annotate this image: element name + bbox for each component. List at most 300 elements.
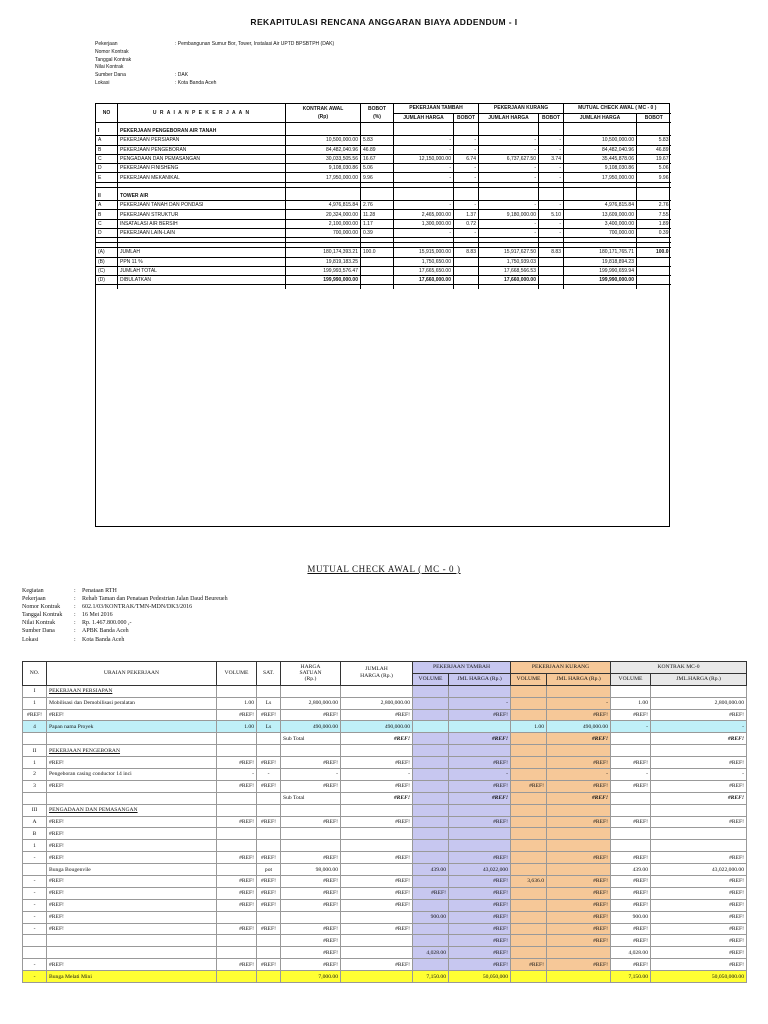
rk-total-no: (D) xyxy=(96,276,118,285)
rk-total-name: JUMLAH TOTAL xyxy=(118,266,286,275)
rk-total-m-jml: 19,818,894.23 xyxy=(564,257,637,266)
mc-m-vol: #REF! xyxy=(611,780,651,792)
rk-item-row xyxy=(96,145,671,154)
rk-empty-cell xyxy=(394,127,454,136)
rk-total-k-jml: 15,917,627.50 xyxy=(479,248,539,257)
mc-sat: #REF! xyxy=(257,923,281,935)
rk-kontrak: 30,033,505.56 xyxy=(286,154,361,163)
rekap-meta-value: : DAK xyxy=(175,72,189,79)
rk-bobot: 1.17 xyxy=(361,219,394,228)
mc-empty-cell xyxy=(651,685,747,697)
mc-m-vol xyxy=(611,828,651,840)
mc-h-uraian: URAIAN PEKERJAAN xyxy=(47,662,217,686)
rk-k-bobot: 5.10 xyxy=(539,210,564,219)
rk-total-name: DIBULATKAN xyxy=(118,276,286,285)
mc-m-jml: #REF! xyxy=(651,780,747,792)
rk-t-bobot: 6.74 xyxy=(454,154,479,163)
rk-empty-cell xyxy=(394,285,454,290)
mc-empty-cell xyxy=(257,685,281,697)
rk-empty-cell xyxy=(361,127,394,136)
mc-t-jml: #REF! xyxy=(449,923,511,935)
rk-name: PEKERJAAN TANAH DAN PONDASI xyxy=(118,201,286,210)
mc-m-vol: - xyxy=(611,721,651,733)
mc-no: A xyxy=(23,816,47,828)
mc-empty-cell xyxy=(217,804,257,816)
rekap-meta-row xyxy=(95,72,475,80)
rk-k-jml: - xyxy=(479,219,539,228)
mc-jumlah: #REF! xyxy=(341,887,413,899)
rk-total-t-bobot xyxy=(454,266,479,275)
mc0-meta-value: 602.1/03/KONTRAK/TMN-MDN/DK3/2016 xyxy=(82,604,193,611)
rk-no: A xyxy=(96,136,118,145)
mc-section-row xyxy=(23,804,747,816)
mc-volume xyxy=(217,935,257,947)
mc-empty-cell xyxy=(281,804,341,816)
rk-name: PEKERJAAN LAIN-LAIN xyxy=(118,228,286,237)
mc-m-vol: - xyxy=(611,769,651,781)
rk-total-k-bobot: 8.83 xyxy=(539,248,564,257)
rk-empty-cell xyxy=(564,285,637,290)
rk-item-row xyxy=(96,173,671,182)
rk-k-jml: - xyxy=(479,136,539,145)
mc-t-jml: #REF! xyxy=(449,887,511,899)
rk-no: D xyxy=(96,228,118,237)
mc-t-vol xyxy=(413,780,449,792)
mc-no: - xyxy=(23,923,47,935)
mc-volume: - xyxy=(217,769,257,781)
mc-m-vol: #REF! xyxy=(611,959,651,971)
mc0-meta-row xyxy=(22,627,228,635)
mc-name: #REF! xyxy=(47,923,217,935)
mc-h-m-jml: JML.HARGA (Rp.) xyxy=(651,673,747,685)
mc-section-no: I xyxy=(23,685,47,697)
mc-row xyxy=(23,757,747,769)
mc-h-k-vol: VOLUME xyxy=(511,673,547,685)
mc-m-vol: #REF! xyxy=(611,899,651,911)
mc-m-vol: #REF! xyxy=(611,887,651,899)
mc0-meta-label: Lokasi xyxy=(22,636,39,643)
rk-kontrak: 9,108,030.86 xyxy=(286,164,361,173)
mc0-meta-row xyxy=(22,595,228,603)
mc-k-vol: 1.00 xyxy=(511,721,547,733)
mc-harga: #REF! xyxy=(281,923,341,935)
mc-t-jml: #REF! xyxy=(449,709,511,721)
mc-t-vol xyxy=(413,721,449,733)
mc0-meta-value: Penataan RTH xyxy=(82,588,117,594)
mc-empty-cell xyxy=(651,745,747,757)
rk-m-bobot: 7.55 xyxy=(637,210,671,219)
mc-subtotal-t-jml: #REF! xyxy=(449,733,511,745)
rk-no: B xyxy=(96,145,118,154)
mc-h-t-vol: VOLUME xyxy=(413,673,449,685)
mc-k-vol xyxy=(511,935,547,947)
mc-harga: 2,800,000.00 xyxy=(281,697,341,709)
rekap-meta xyxy=(95,41,475,88)
mc-t-vol xyxy=(413,876,449,888)
rk-m-bobot: 46.89 xyxy=(637,145,671,154)
mc-m-vol: #REF! xyxy=(611,852,651,864)
mc-jumlah: #REF! xyxy=(341,899,413,911)
mc-no: - xyxy=(23,852,47,864)
rk-k-jml: 6,737,627.50 xyxy=(479,154,539,163)
rk-h-mutual: MUTUAL CHECK AWAL ( MC - 0 ) xyxy=(564,103,671,114)
rk-h-k-jml: JUMLAH HARGA xyxy=(479,114,539,123)
mc-k-jml: #REF! xyxy=(547,709,611,721)
mc-k-vol xyxy=(511,864,547,876)
mc-sat: #REF! xyxy=(257,876,281,888)
rk-t-jml: - xyxy=(394,164,454,173)
mc-empty-cell xyxy=(449,804,511,816)
mc-row xyxy=(23,840,747,852)
rk-m-bobot: 2.76 xyxy=(637,201,671,210)
mc-sat: #REF! xyxy=(257,816,281,828)
mc-k-jml: #REF! xyxy=(547,959,611,971)
mc-m-jml: #REF! xyxy=(651,923,747,935)
rk-t-bobot: - xyxy=(454,228,479,237)
mc-k-vol xyxy=(511,709,547,721)
rk-h-bobot-unit: (%) xyxy=(373,113,381,120)
mc0-meta-label: Pekerjaan xyxy=(22,596,46,603)
mc0-meta-label: Nomor Kontrak xyxy=(22,604,61,611)
mc-k-jml: #REF! xyxy=(547,935,611,947)
mc-m-vol: #REF! xyxy=(611,935,651,947)
rk-empty-cell xyxy=(454,192,479,201)
mc-name: #REF! xyxy=(47,709,217,721)
mc-empty-cell xyxy=(47,733,217,745)
mc-m-jml: - xyxy=(651,721,747,733)
rk-total-m-jml: 199,990,000.00 xyxy=(564,276,637,285)
rk-empty-cell xyxy=(361,192,394,201)
mc-k-jml xyxy=(547,864,611,876)
mc-subtotal-t-jml: #REF! xyxy=(449,792,511,804)
rk-no: D xyxy=(96,164,118,173)
mc-row xyxy=(23,876,747,888)
mc-volume: #REF! xyxy=(217,852,257,864)
rk-h-no: NO xyxy=(96,103,118,123)
mc-t-jml: 50,050,000 xyxy=(449,971,511,983)
mc-name: #REF! xyxy=(47,876,217,888)
mc-t-vol xyxy=(413,828,449,840)
mc0-meta-label: Nilai Kontrak xyxy=(22,620,56,627)
rk-name: PEKERJAAN FINISHENG xyxy=(118,164,286,173)
mc-no: 1 xyxy=(23,840,47,852)
rekap-meta-label: Sumber Dana xyxy=(95,72,126,79)
mc0-table-body xyxy=(23,685,747,982)
mc-subtotal-m-jml: #REF! xyxy=(651,792,747,804)
rk-t-bobot: - xyxy=(454,201,479,210)
mc-k-vol: 3,636.0 xyxy=(511,876,547,888)
rk-k-jml: - xyxy=(479,201,539,210)
mc-t-jml: - xyxy=(449,769,511,781)
mc-h-harga-2: SATUAN xyxy=(299,670,322,677)
rekap-meta-label: Pekerjaan xyxy=(95,41,118,47)
rekap-meta-value xyxy=(175,57,475,65)
mc-name: Bunga Bougenvile xyxy=(47,864,217,876)
mc-name: #REF! xyxy=(47,828,217,840)
mc-volume: #REF! xyxy=(217,887,257,899)
mc-m-jml: 50,050,000.00 xyxy=(651,971,747,983)
rk-total-t-jml: 1,750,650.00 xyxy=(394,257,454,266)
mc-volume: 1.00 xyxy=(217,697,257,709)
rk-h-kontrak-label: KONTRAK AWAL xyxy=(302,105,344,112)
mc-k-vol xyxy=(511,697,547,709)
mc-section-name: PEKERJAAN PERSIAPAN xyxy=(47,685,217,697)
rk-k-bobot: - xyxy=(539,145,564,154)
rekap-meta-row xyxy=(95,80,475,88)
mc-harga xyxy=(281,840,341,852)
mc-h-tambah: PEKERJAAN TAMBAH xyxy=(413,662,511,674)
mc-sat: #REF! xyxy=(257,780,281,792)
mc-h-jumlah xyxy=(341,662,413,686)
mc-t-jml xyxy=(449,828,511,840)
mc-no: - xyxy=(23,911,47,923)
mc-empty-cell xyxy=(23,733,47,745)
mc-empty-cell xyxy=(257,745,281,757)
mc-k-vol xyxy=(511,769,547,781)
mc-section-no: III xyxy=(23,804,47,816)
mc-t-vol xyxy=(413,757,449,769)
mc-t-vol xyxy=(413,816,449,828)
mc-no: B xyxy=(23,828,47,840)
rk-h-m-bobot: BOBOT xyxy=(637,114,671,123)
rk-empty-cell xyxy=(479,285,539,290)
rk-m-jml: 84,482,040.96 xyxy=(564,145,637,154)
mc-t-jml: 43,022,000 xyxy=(449,864,511,876)
mc-sat: - xyxy=(257,769,281,781)
rk-item-row xyxy=(96,228,671,237)
mc-empty-cell xyxy=(511,733,547,745)
rk-empty-cell xyxy=(286,285,361,290)
rk-section-name: PEKERJAAN PENGEBORAN AIR TANAH xyxy=(118,127,286,136)
mc-sat xyxy=(257,840,281,852)
rk-total-no: (B) xyxy=(96,257,118,266)
mc-jumlah xyxy=(341,840,413,852)
mc-subtotal-row xyxy=(23,792,747,804)
mc-jumlah: #REF! xyxy=(341,923,413,935)
mc-h-harga-3: (Rp.) xyxy=(304,676,317,683)
mc-subtotal-label: Sub Total xyxy=(281,792,341,804)
mc-row xyxy=(23,911,747,923)
mc-name: #REF! xyxy=(47,840,217,852)
rk-name: PEKERJAAN PENGEBORAN xyxy=(118,145,286,154)
mc-t-vol: 7,150.00 xyxy=(413,971,449,983)
rk-t-jml: - xyxy=(394,136,454,145)
mc-sat xyxy=(257,828,281,840)
mc-k-vol xyxy=(511,911,547,923)
mc-harga: #REF! xyxy=(281,959,341,971)
mc-m-jml: 43,022,000.00 xyxy=(651,864,747,876)
mc-no xyxy=(23,947,47,959)
mc-sat: #REF! xyxy=(257,709,281,721)
rk-no: B xyxy=(96,210,118,219)
mc-empty-cell xyxy=(413,685,449,697)
mc-t-jml: #REF! xyxy=(449,959,511,971)
rk-k-jml: - xyxy=(479,164,539,173)
mc0-meta-label: Sumber Dana xyxy=(22,628,55,635)
mc-subtotal-jumlah: #REF! xyxy=(341,792,413,804)
rk-h-t-bobot: BOBOT xyxy=(454,114,479,123)
rk-item-row xyxy=(96,154,671,163)
mc-no: 2 xyxy=(23,769,47,781)
mc-name: #REF! xyxy=(47,816,217,828)
rk-empty-cell xyxy=(96,285,118,290)
rk-total-name: PPN 11 % xyxy=(118,257,286,266)
rk-kontrak: 10,500,000.00 xyxy=(286,136,361,145)
mc-m-jml: #REF! xyxy=(651,959,747,971)
mc-empty-cell xyxy=(217,733,257,745)
mc-section-row xyxy=(23,685,747,697)
mc-empty-cell xyxy=(217,792,257,804)
mc-m-vol: 4,028.00 xyxy=(611,947,651,959)
mc-k-vol xyxy=(511,887,547,899)
mc-jumlah: - xyxy=(341,769,413,781)
rk-empty-cell xyxy=(539,192,564,201)
rekap-meta-value xyxy=(175,49,475,57)
rk-empty-cell xyxy=(454,285,479,290)
mc-empty-cell xyxy=(611,792,651,804)
rk-item-row xyxy=(96,164,671,173)
mc-harga: #REF! xyxy=(281,780,341,792)
mc-sat xyxy=(257,935,281,947)
mc-m-vol: #REF! xyxy=(611,709,651,721)
mc-h-volume: VOLUME xyxy=(217,662,257,686)
rk-k-bobot: - xyxy=(539,219,564,228)
rk-bobot: 5.83 xyxy=(361,136,394,145)
rekap-meta-value xyxy=(175,64,475,72)
rk-h-k-bobot: BOBOT xyxy=(539,114,564,123)
mc-sat xyxy=(257,971,281,983)
mc-m-vol: 1.00 xyxy=(611,697,651,709)
mc-harga: #REF! xyxy=(281,947,341,959)
rk-m-jml: 35,445,878.06 xyxy=(564,154,637,163)
rk-no: A xyxy=(96,201,118,210)
rk-k-bobot: - xyxy=(539,228,564,237)
rk-m-bobot: 0.39 xyxy=(637,228,671,237)
rk-t-jml: - xyxy=(394,201,454,210)
rk-bobot: 0.39 xyxy=(361,228,394,237)
rk-m-jml: 17,950,000.00 xyxy=(564,173,637,182)
mc-m-vol: #REF! xyxy=(611,816,651,828)
mc-empty-cell xyxy=(217,685,257,697)
rk-total-m-bobot xyxy=(637,257,671,266)
mc-volume: #REF! xyxy=(217,876,257,888)
rk-total-k-bobot xyxy=(539,266,564,275)
rekap-meta-value: : Pembangunan Sumur Bor, Tower, Instalasi Air UPTD BPSBTPH (DAK) xyxy=(175,41,335,47)
mc-harga: #REF! xyxy=(281,876,341,888)
mc-row xyxy=(23,709,747,721)
rk-m-bobot: 9.96 xyxy=(637,173,671,182)
rk-m-jml: 9,108,030.86 xyxy=(564,164,637,173)
mc-section-row xyxy=(23,745,747,757)
mc0-meta-row xyxy=(22,587,228,595)
rk-item-row xyxy=(96,210,671,219)
rekap-meta-row xyxy=(95,57,475,65)
mc-k-jml: 490,000.00 xyxy=(547,721,611,733)
mc-k-vol: #REF! xyxy=(511,780,547,792)
mc-jumlah: #REF! xyxy=(341,959,413,971)
mc-h-no: NO. xyxy=(23,662,47,686)
rk-t-bobot: - xyxy=(454,173,479,182)
rk-total-kontrak: 180,174,393.21 xyxy=(286,248,361,257)
mc-h-jumlah-1: JUMLAH xyxy=(365,666,388,673)
rekap-title: REKAPITULASI RENCANA ANGGARAN BIAYA ADDENDUM - I xyxy=(250,17,518,27)
mc-empty-cell xyxy=(281,745,341,757)
mc-sat: #REF! xyxy=(257,852,281,864)
rk-m-jml: 3,400,000.00 xyxy=(564,219,637,228)
mc-m-jml: #REF! xyxy=(651,709,747,721)
rk-item-row xyxy=(96,219,671,228)
mc-volume: 1.00 xyxy=(217,721,257,733)
mc-m-jml: #REF! xyxy=(651,911,747,923)
rk-k-bobot: - xyxy=(539,164,564,173)
mc-m-vol: #REF! xyxy=(611,876,651,888)
rk-total-t-bobot: 8.83 xyxy=(454,248,479,257)
mc-empty-cell xyxy=(257,792,281,804)
mc0-meta-colon: : xyxy=(74,612,76,619)
rk-empty-cell xyxy=(118,285,286,290)
rk-k-jml: - xyxy=(479,173,539,182)
rk-total-bobot xyxy=(361,276,394,285)
mc-no: - xyxy=(23,899,47,911)
rekap-meta-label: Nomor Kontrak xyxy=(95,48,129,55)
mc-h-jumlah-2: HARGA (Rp.) xyxy=(360,673,393,680)
mc-t-jml: #REF! xyxy=(449,876,511,888)
rk-m-jml: 10,500,000.00 xyxy=(564,136,637,145)
mc-row xyxy=(23,780,747,792)
rk-t-jml: - xyxy=(394,228,454,237)
mc-empty-cell xyxy=(341,745,413,757)
mc-h-harga-1: HARGA xyxy=(300,664,321,671)
mc-k-vol xyxy=(511,757,547,769)
mc0-meta-label: Tanggal Kontrak xyxy=(22,612,63,619)
mc-t-vol xyxy=(413,959,449,971)
mc-m-vol xyxy=(611,840,651,852)
mc-subtotal-m-jml: #REF! xyxy=(651,733,747,745)
mc-jumlah xyxy=(341,971,413,983)
mc0-meta-value: Rp. 1.467.800.000 ,- xyxy=(82,620,132,627)
rk-total-kontrak: 199,990,000.00 xyxy=(286,276,361,285)
mc-empty-cell xyxy=(449,685,511,697)
rk-spacer-row xyxy=(96,285,671,290)
mc-row xyxy=(23,769,747,781)
rk-t-jml: - xyxy=(394,173,454,182)
mc0-meta-row xyxy=(22,603,228,611)
mc-t-vol: 439.00 xyxy=(413,864,449,876)
mc-t-vol xyxy=(413,840,449,852)
mc-m-jml: #REF! xyxy=(651,852,747,864)
mc-h-kurang: PEKERJAAN KURANG xyxy=(511,662,611,674)
mc-name: #REF! xyxy=(47,911,217,923)
mc-empty-cell xyxy=(257,804,281,816)
rk-h-t-jml: JUMLAH HARGA xyxy=(394,114,454,123)
rk-empty-cell xyxy=(286,192,361,201)
rk-m-bobot: 19.67 xyxy=(637,154,671,163)
rk-total-t-bobot xyxy=(454,276,479,285)
mc-volume: #REF! xyxy=(217,959,257,971)
rk-t-jml: - xyxy=(394,145,454,154)
rk-total-kontrak: 19,819,183.25 xyxy=(286,257,361,266)
rk-total-no: (C) xyxy=(96,266,118,275)
rk-empty-cell xyxy=(361,285,394,290)
mc-k-jml: - xyxy=(547,769,611,781)
mc-name: Pengeboran casing conductor 14 inci xyxy=(47,769,217,781)
mc-empty-cell xyxy=(511,685,547,697)
rk-t-bobot: 0.72 xyxy=(454,219,479,228)
mc-t-jml xyxy=(449,721,511,733)
mc-m-jml: #REF! xyxy=(651,935,747,947)
mc-t-jml: - xyxy=(449,697,511,709)
mc-k-jml xyxy=(547,947,611,959)
